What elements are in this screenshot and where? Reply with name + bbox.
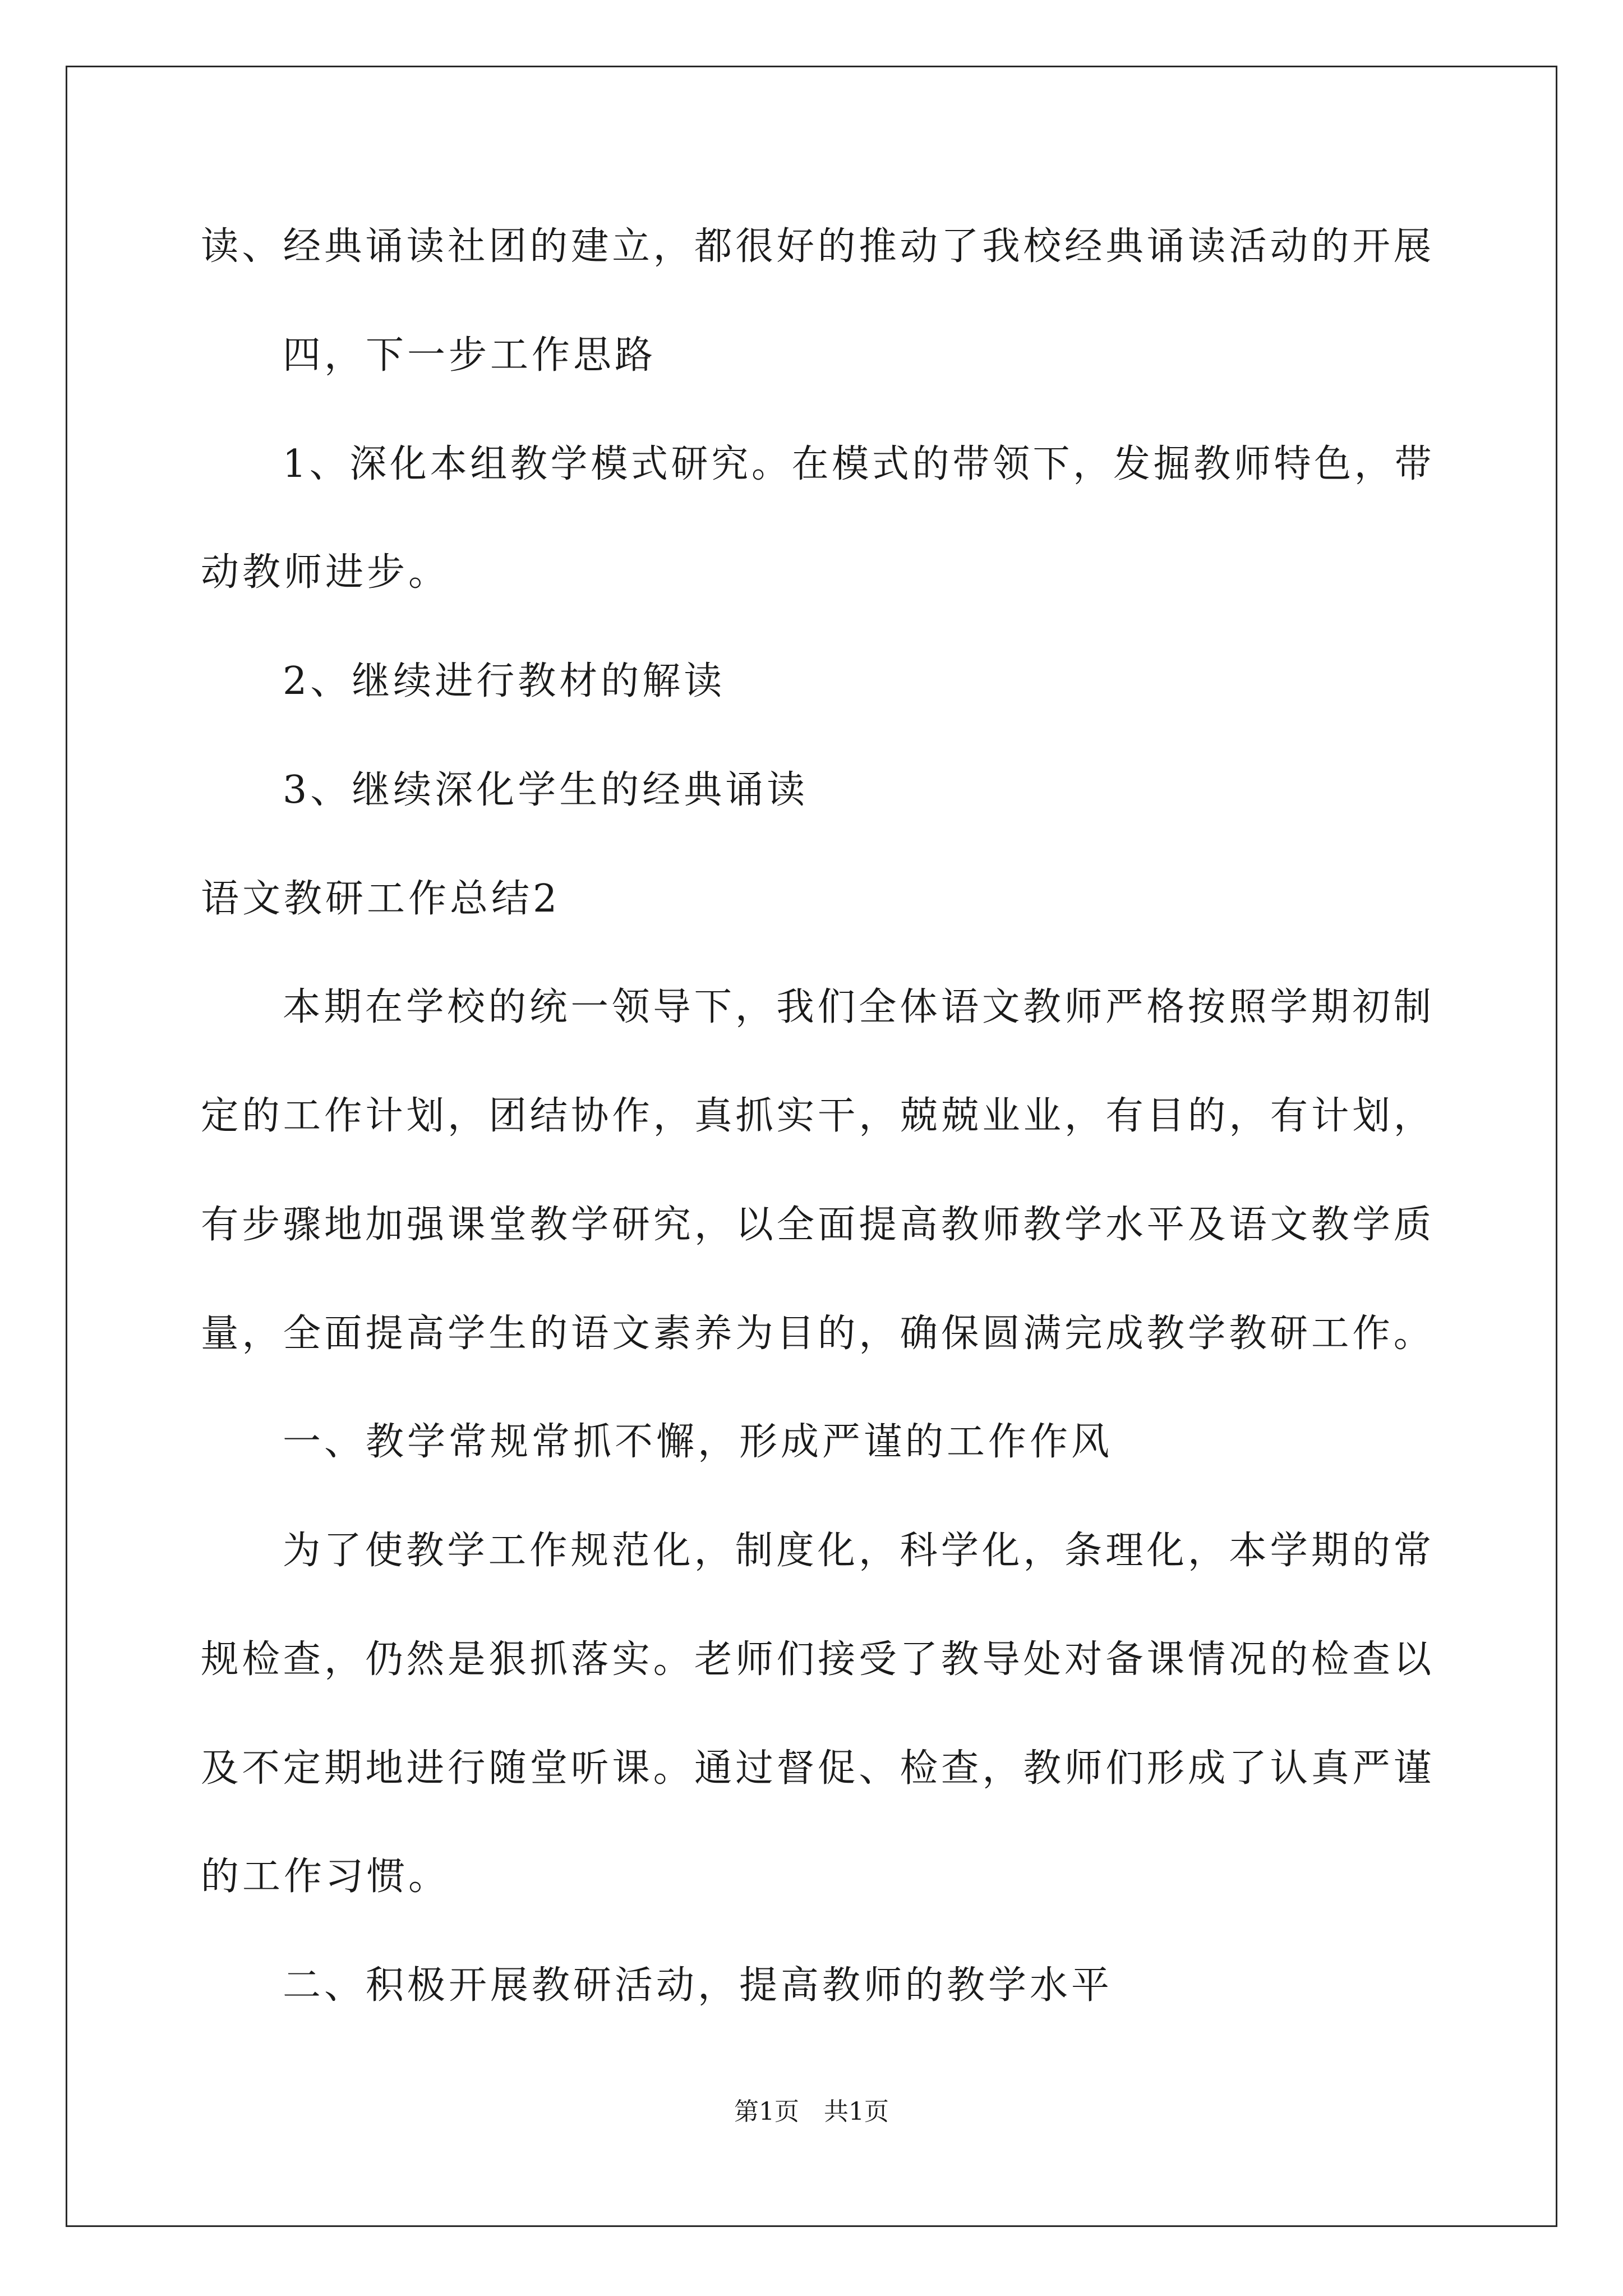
paragraph-line: 本期在学校的统一领导下，我们全体语文教师严格按照学期初制 xyxy=(283,985,1435,1029)
paragraph-line: 读、经典诵读社团的建立，都很好的推动了我校经典诵读活动的开展 xyxy=(201,224,1435,269)
section-heading: 四，下一步工作思路 xyxy=(283,333,657,378)
list-item: 1、深化本组教学模式研究。在模式的带领下，发掘教师特色，带 xyxy=(283,442,1435,486)
page-border xyxy=(66,66,1557,2227)
section-heading: 二、积极开展教研活动，提高教师的教学水平 xyxy=(283,1963,1113,2008)
section-heading: 一、教学常规常抓不懈，形成严谨的工作作风 xyxy=(283,1420,1113,1464)
paragraph-line: 动教师进步。 xyxy=(201,550,450,595)
paragraph-line: 规检查，仍然是狠抓落实。老师们接受了教导处对备课情况的检查以 xyxy=(201,1637,1435,1682)
paragraph-line: 及不定期地进行随堂听课。通过督促、检查，教师们形成了认真严谨 xyxy=(201,1746,1435,1791)
paragraph-line: 定的工作计划，团结协作，真抓实干，兢兢业业，有目的，有计划， xyxy=(201,1094,1435,1138)
paragraph-line: 有步骤地加强课堂教学研究，以全面提高教师教学水平及语文教学质 xyxy=(201,1203,1435,1247)
page-footer xyxy=(0,2095,1623,2129)
paragraph-line: 的工作习惯。 xyxy=(201,1855,450,1899)
paragraph-line: 量，全面提高学生的语文素养为目的，确保圆满完成教学教研工作。 xyxy=(201,1312,1435,1356)
document-title: 语文教研工作总结2 xyxy=(201,877,561,921)
list-item: 3、继续深化学生的经典诵读 xyxy=(283,768,809,812)
page-total: 共1页 xyxy=(824,2097,889,2126)
list-item: 2、继续进行教材的解读 xyxy=(283,659,726,703)
paragraph-line: 为了使教学工作规范化，制度化，科学化，条理化，本学期的常 xyxy=(283,1529,1435,1573)
page-number: 第1页 xyxy=(734,2097,799,2126)
